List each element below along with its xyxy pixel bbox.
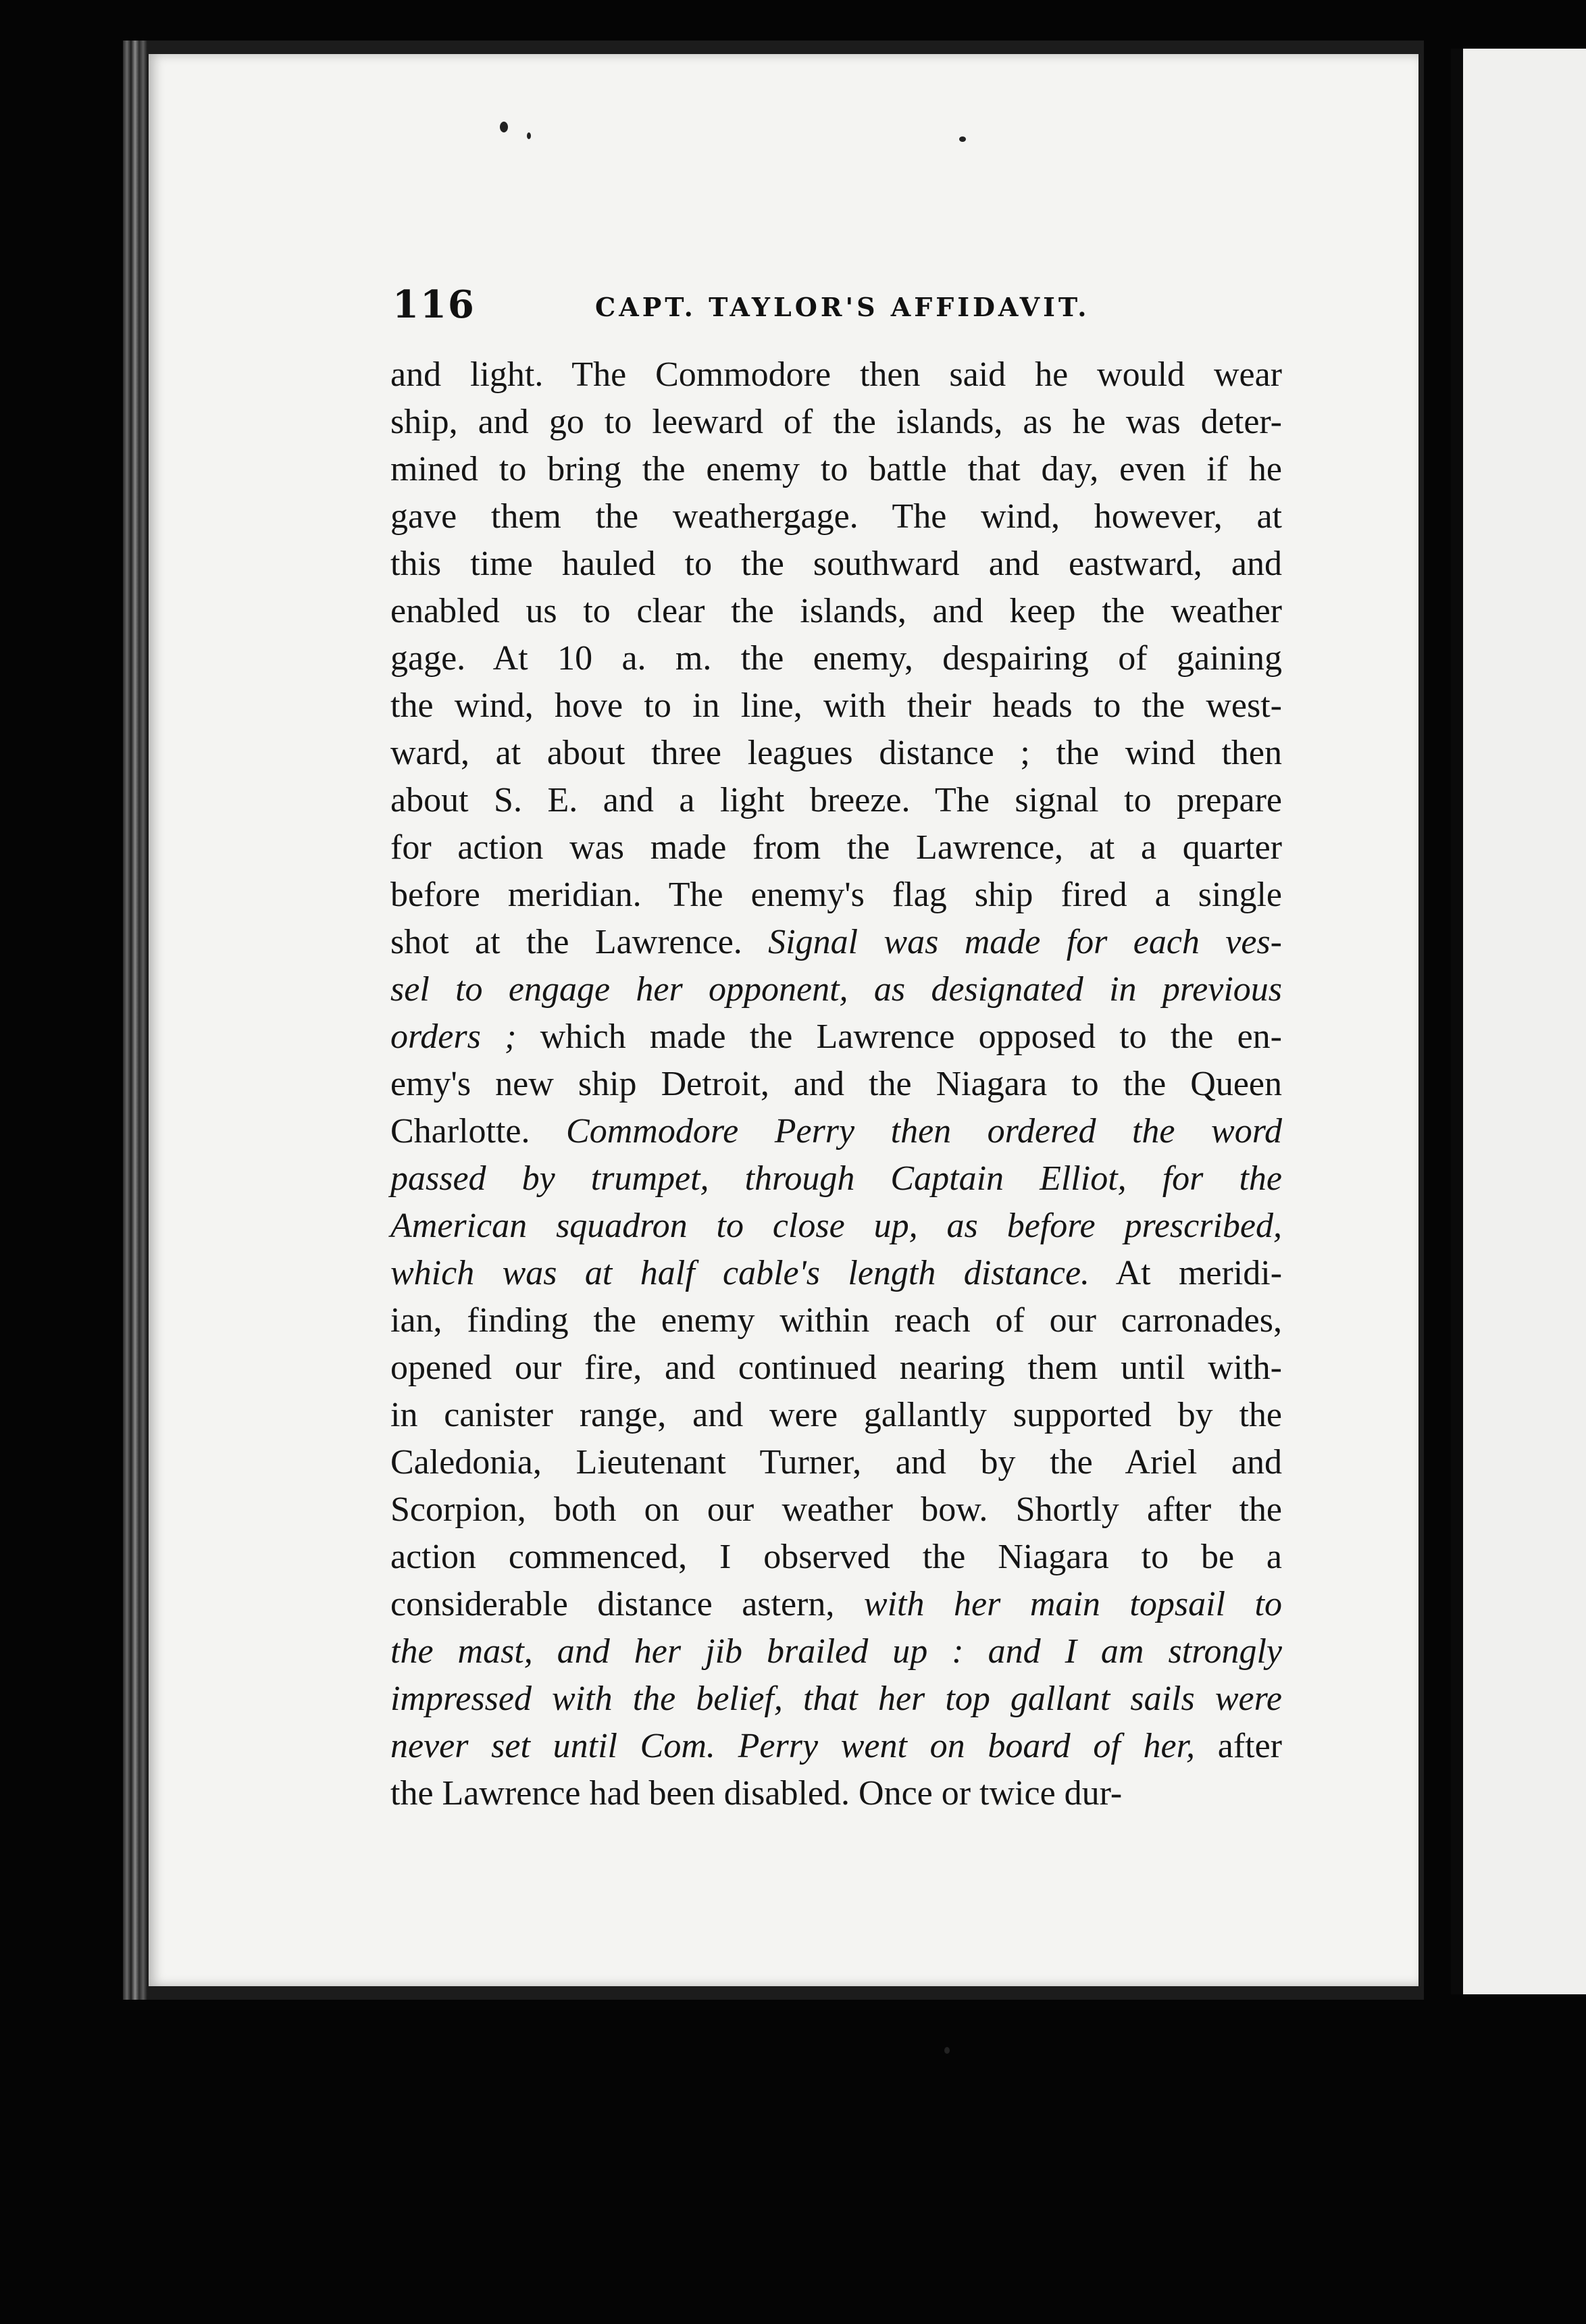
running-head: [392, 282, 1271, 330]
roman-text: this time hauled to the southward and eastward, and: [390, 545, 1282, 583]
roman-text: ian, finding the enemy within reach of our carronades,: [390, 1301, 1282, 1340]
roman-text: ward, at about three leagues distance ; the wind then: [390, 734, 1282, 772]
text-line: [390, 682, 1282, 730]
text-line: [390, 777, 1282, 824]
roman-text: mined to bring the enemy to battle that day, even if he: [390, 450, 1282, 488]
italic-text: with her main topsail to: [863, 1585, 1282, 1623]
text-line: [390, 1061, 1282, 1108]
roman-text: considerable distance astern,: [390, 1585, 864, 1623]
text-line: [390, 1250, 1282, 1297]
roman-text: before meridian. The enemy's flag ship fired a single: [390, 876, 1282, 914]
text-line: [390, 1486, 1282, 1534]
text-line: [390, 966, 1282, 1013]
roman-text: in canister range, and were gallantly supported by the: [390, 1396, 1282, 1434]
text-line: [390, 493, 1282, 540]
roman-text: the wind, hove to in line, with their heads to the west-: [390, 686, 1282, 725]
roman-text: opened our fire, and continued nearing them until with-: [390, 1348, 1282, 1387]
italic-text: impressed with the belief, that her top gallant sails were: [390, 1679, 1282, 1718]
roman-text: gave them the weathergage. The wind, however, at: [390, 497, 1282, 536]
ink-speck: [527, 132, 531, 139]
roman-text: Caledonia, Lieutenant Turner, and by the Ariel and: [390, 1443, 1282, 1482]
roman-text: after: [1195, 1727, 1282, 1765]
roman-text: the Lawrence had been disabled. Once or twice dur-: [390, 1774, 1123, 1813]
roman-text: At meridi-: [1090, 1254, 1283, 1292]
roman-text: about S. E. and a light breeze. The signal to prepare: [390, 781, 1282, 819]
ink-speck: [944, 2047, 950, 2054]
text-line: [390, 1439, 1282, 1486]
italic-text: Signal was made for each ves-: [768, 923, 1282, 961]
text-line: [390, 1770, 1282, 1817]
italic-text: Commodore Perry then ordered the word: [566, 1112, 1282, 1151]
italic-text: orders ;: [390, 1017, 517, 1056]
body-text: [390, 351, 1282, 1817]
italic-text: sel to engage her opponent, as designated in previous: [390, 970, 1282, 1009]
text-line: [390, 399, 1282, 446]
text-line: [390, 1203, 1282, 1250]
ink-speck: [500, 122, 508, 132]
roman-text: Charlotte.: [390, 1112, 567, 1151]
roman-text: for action was made from the Lawrence, at a quarter: [390, 828, 1282, 867]
text-line: [390, 730, 1282, 777]
italic-text: the mast, and her jib brailed up : and I am strongly: [390, 1632, 1282, 1671]
roman-text: and light. The Commodore then said he would wear: [390, 355, 1282, 394]
roman-text: emy's new ship Detroit, and the Niagara to the Queen: [390, 1065, 1282, 1103]
text-line: [390, 588, 1282, 635]
text-line: [390, 824, 1282, 872]
roman-text: action commenced, I observed the Niagara to be a: [390, 1538, 1282, 1576]
roman-text: shot at the Lawrence.: [390, 923, 769, 961]
italic-text: passed by trumpet, through Captain Elliot, for the: [390, 1159, 1282, 1198]
text-line: [390, 1108, 1282, 1155]
roman-text: enabled us to clear the islands, and keep the weather: [390, 592, 1282, 630]
text-line: [390, 1013, 1282, 1061]
ink-speck: [959, 136, 966, 142]
italic-text: American squadron to close up, as before prescribed,: [390, 1207, 1282, 1245]
running-title: CAPT. TAYLOR'S AFFIDAVIT.: [595, 292, 1090, 322]
text-line: [390, 635, 1282, 682]
roman-text: Scorpion, both on our weather bow. Shortly after the: [390, 1490, 1282, 1529]
italic-text: never set until Com. Perry went on board of her,: [390, 1727, 1196, 1765]
text-line: [390, 1581, 1282, 1628]
facing-page-edge: [1451, 49, 1586, 1994]
text-line: [390, 1534, 1282, 1581]
text-line: [390, 1723, 1282, 1770]
text-line: [390, 1675, 1282, 1723]
text-line: [390, 872, 1282, 919]
text-line: [390, 1344, 1282, 1392]
text-line: [390, 351, 1282, 399]
roman-text: ship, and go to leeward of the islands, as he was deter-: [390, 403, 1282, 441]
text-line: [390, 919, 1282, 966]
text-line: [390, 1628, 1282, 1675]
roman-text: which made the Lawrence opposed to the en-: [516, 1017, 1282, 1056]
text-line: [390, 1297, 1282, 1344]
roman-text: gage. At 10 a. m. the enemy, despairing of gaining: [390, 639, 1282, 678]
text-line: [390, 1155, 1282, 1203]
text-line: [390, 1392, 1282, 1439]
italic-text: which was at half cable's length distance.: [390, 1254, 1090, 1292]
text-line: [390, 540, 1282, 588]
page-number: 116: [392, 282, 476, 327]
text-line: [390, 446, 1282, 493]
